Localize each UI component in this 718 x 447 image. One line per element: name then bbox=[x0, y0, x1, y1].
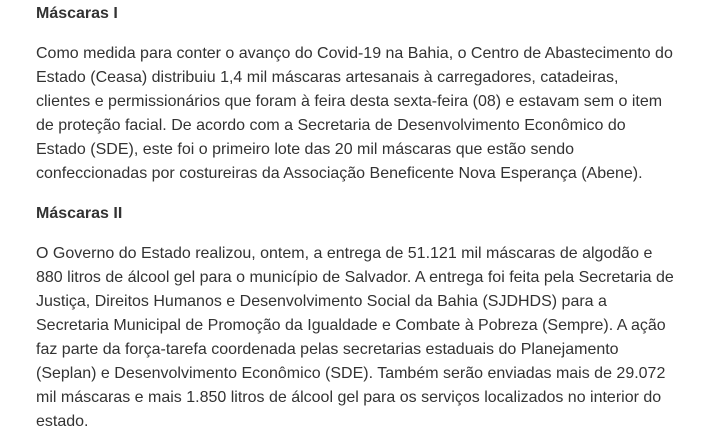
section-paragraph: O Governo do Estado realizou, ontem, a entrega de 51.121 mil máscaras de algodão e 880 litros de álcool gel para o município de Salvador. A entrega foi feita pela Secretaria de Justiça, Direitos Humanos e Desenvolvimento Social da Bahia (SJDHDS) para a Secretaria Municipal de Promoção da Igualdade e Combate à Pobreza (Sempre). A ação faz parte da força-tarefa coordenada pelas secretarias estaduais do Planejamento (Seplan) e Desenvolvimento Econômico (SDE). Também serão enviadas mais de 29.072 mil máscaras e mais 1.850 litros de álcool gel para os serviços localizados no interior do estado. bbox=[36, 245, 674, 430]
section-heading: Máscaras I bbox=[36, 5, 118, 22]
section-paragraph: Como medida para conter o avanço do Covid-19 na Bahia, o Centro de Abastecimento do Estado (Ceasa) distribuiu 1,4 mil máscaras artesanais à carregadores, catadeiras, clientes e permissionários que foram à feira desta sexta-feira (08) e estavam sem o item de proteção facial. De acordo com a Secretaria de Desenvolvimento Econômico do Estado (SDE), este foi o primeiro lote das 20 mil máscaras que estão sendo confeccionadas por costureiras da Associação Beneficente Nova Esperança (Abene). bbox=[36, 45, 673, 182]
section-heading: Máscaras II bbox=[36, 205, 123, 222]
